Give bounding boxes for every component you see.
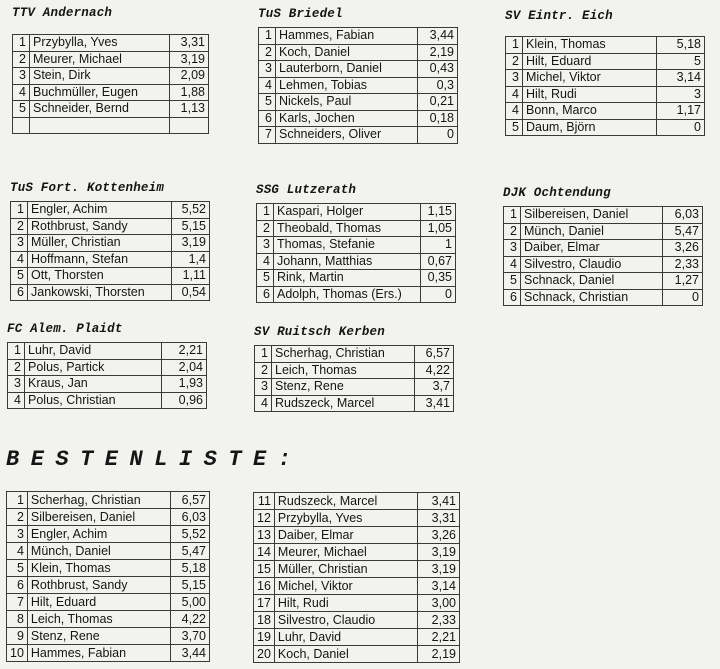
table-row (504, 289, 703, 306)
table-row (11, 284, 210, 301)
rank-cell: 19 (254, 629, 275, 646)
rank-cell: 8 (7, 611, 28, 628)
player-cell: Schnack, Daniel (521, 273, 663, 290)
rank-cell: 7 (7, 594, 28, 611)
player-cell: Nickels, Paul (276, 94, 418, 111)
player-cell: Silbereisen, Daniel (27, 509, 171, 526)
team-title: FC Alem. Plaidt (7, 322, 123, 336)
rank-cell: 2 (255, 362, 272, 379)
table-row (255, 362, 454, 379)
score-cell: 2,33 (417, 612, 459, 629)
table-row (7, 526, 210, 543)
player-cell: Johann, Matthias (274, 253, 421, 270)
team-title: SSG Lutzerath (256, 183, 357, 197)
table-row (259, 44, 458, 61)
player-cell: Stenz, Rene (27, 628, 171, 645)
team-title: TTV Andernach (12, 6, 113, 20)
team-block-ttv-andernach (12, 6, 209, 134)
score-cell: 1,93 (161, 376, 206, 393)
player-cell: Rudszeck, Marcel (272, 395, 415, 412)
table-row (257, 253, 456, 270)
player-cell: Leich, Thomas (27, 611, 171, 628)
rank-cell: 4 (8, 392, 25, 409)
rank-cell: 12 (254, 510, 275, 527)
player-cell: Przybylla, Yves (30, 35, 170, 52)
score-cell: 5 (656, 53, 704, 70)
team-table (10, 201, 210, 301)
rank-cell: 20 (254, 646, 275, 663)
player-cell: Hilt, Eduard (27, 594, 171, 611)
rank-cell: 3 (257, 237, 274, 254)
rank-cell: 9 (7, 628, 28, 645)
table-row (11, 268, 210, 285)
rank-cell: 4 (13, 84, 30, 101)
table-row (504, 207, 703, 224)
team-block-ssg-lutzerath (256, 183, 456, 303)
player-cell: Lehmen, Tobias (276, 77, 418, 94)
rank-cell: 2 (257, 220, 274, 237)
player-cell: Münch, Daniel (27, 543, 171, 560)
table-row (13, 101, 209, 118)
table-row (257, 270, 456, 287)
score-cell: 6,03 (662, 207, 702, 224)
bestenliste-table (6, 491, 210, 662)
table-row (8, 343, 207, 360)
player-cell: Müller, Christian (28, 235, 172, 252)
table-row (7, 577, 210, 594)
rank-cell: 1 (13, 35, 30, 52)
score-cell: 6,03 (171, 509, 210, 526)
table-row (8, 359, 207, 376)
table-row (259, 94, 458, 111)
player-cell: Engler, Achim (27, 526, 171, 543)
score-cell: 5,52 (171, 526, 210, 543)
player-cell: Hoffmann, Stefan (28, 251, 172, 268)
team-title: TuS Fort. Kottenheim (10, 181, 165, 195)
rank-cell: 1 (8, 343, 25, 360)
player-cell: Luhr, David (274, 629, 417, 646)
rank-cell: 2 (506, 53, 523, 70)
table-row (259, 28, 458, 45)
score-cell: 5,52 (172, 202, 210, 219)
rank-cell: 6 (7, 577, 28, 594)
rank-cell: 5 (13, 101, 30, 118)
player-cell: Scherhag, Christian (27, 492, 171, 509)
score-cell: 6,57 (171, 492, 210, 509)
score-cell: 3,14 (656, 70, 704, 87)
score-cell: 5,47 (662, 223, 702, 240)
player-cell: Przybylla, Yves (274, 510, 417, 527)
player-cell: Hammes, Fabian (27, 645, 171, 662)
score-cell: 3,7 (415, 379, 454, 396)
score-cell: 6,57 (415, 346, 454, 363)
player-cell: Rink, Martin (274, 270, 421, 287)
player-cell: Theobald, Thomas (274, 220, 421, 237)
team-block-fc-alem-plaidt (7, 322, 207, 409)
player-cell: Daiber, Elmar (274, 527, 417, 544)
score-cell (169, 117, 208, 134)
rank-cell: 5 (504, 273, 521, 290)
player-cell: Hammes, Fabian (276, 28, 418, 45)
player-cell: Daum, Björn (523, 119, 657, 136)
score-cell: 5,00 (171, 594, 210, 611)
table-row (254, 561, 460, 578)
rank-cell: 6 (11, 284, 28, 301)
rank-cell: 5 (257, 270, 274, 287)
score-cell: 1,15 (421, 204, 456, 221)
table-row (7, 509, 210, 526)
score-cell: 5,47 (171, 543, 210, 560)
table-row (7, 492, 210, 509)
player-cell: Rudszeck, Marcel (274, 493, 417, 510)
table-row (7, 560, 210, 577)
score-cell: 3,19 (417, 561, 459, 578)
rank-cell: 3 (255, 379, 272, 396)
rank-cell: 6 (257, 286, 274, 303)
table-row (11, 202, 210, 219)
player-cell: Meurer, Michael (30, 51, 170, 68)
score-cell: 3,00 (417, 595, 459, 612)
rank-cell: 3 (506, 70, 523, 87)
player-cell: Klein, Thomas (27, 560, 171, 577)
player-cell: Kaspari, Holger (274, 204, 421, 221)
player-cell: Engler, Achim (28, 202, 172, 219)
score-cell: 5,18 (171, 560, 210, 577)
score-cell: 2,19 (417, 44, 457, 61)
player-cell: Kraus, Jan (25, 376, 162, 393)
rank-cell: 3 (8, 376, 25, 393)
rank-cell: 1 (7, 492, 28, 509)
rank-cell: 4 (257, 253, 274, 270)
player-cell: Hilt, Rudi (523, 86, 657, 103)
score-cell: 0,35 (421, 270, 456, 287)
rank-cell: 2 (13, 51, 30, 68)
table-row (254, 595, 460, 612)
team-table (256, 203, 456, 303)
rank-cell: 1 (257, 204, 274, 221)
table-row (504, 273, 703, 290)
rank-cell (13, 117, 30, 134)
rank-cell: 18 (254, 612, 275, 629)
table-row (254, 527, 460, 544)
score-cell: 3,41 (415, 395, 454, 412)
team-block-tus-briedel (258, 7, 458, 144)
bestenliste-table (253, 492, 460, 663)
score-cell: 3,41 (417, 493, 459, 510)
score-cell: 5,15 (171, 577, 210, 594)
table-row (506, 37, 705, 54)
score-cell: 0,67 (421, 253, 456, 270)
table-row (8, 376, 207, 393)
table-row (13, 35, 209, 52)
player-cell: Hilt, Rudi (274, 595, 417, 612)
score-cell: 0 (421, 286, 456, 303)
rank-cell: 7 (259, 127, 276, 144)
score-cell: 3,19 (417, 544, 459, 561)
team-table (258, 27, 458, 144)
score-cell: 1,88 (169, 84, 208, 101)
player-cell: Polus, Christian (25, 392, 162, 409)
table-row (13, 84, 209, 101)
table-row (254, 510, 460, 527)
table-row (506, 119, 705, 136)
rank-cell: 6 (504, 289, 521, 306)
player-cell: Buchmüller, Eugen (30, 84, 170, 101)
table-row (255, 346, 454, 363)
rank-cell: 4 (504, 256, 521, 273)
table-row (254, 646, 460, 663)
rank-cell: 2 (7, 509, 28, 526)
score-cell: 3,26 (417, 527, 459, 544)
table-row (504, 223, 703, 240)
player-cell: Leich, Thomas (272, 362, 415, 379)
table-row (11, 235, 210, 252)
bestenliste-right-column (253, 492, 460, 663)
player-cell: Schnack, Christian (521, 289, 663, 306)
table-row (257, 286, 456, 303)
table-row (259, 127, 458, 144)
player-cell: Ott, Thorsten (28, 268, 172, 285)
table-row (8, 392, 207, 409)
rank-cell: 4 (506, 86, 523, 103)
player-cell: Silbereisen, Daniel (521, 207, 663, 224)
player-cell: Schneider, Bernd (30, 101, 170, 118)
table-row (7, 645, 210, 662)
rank-cell: 1 (504, 207, 521, 224)
score-cell: 3,44 (171, 645, 210, 662)
rank-cell: 1 (255, 346, 272, 363)
player-cell: Koch, Daniel (276, 44, 418, 61)
table-row (254, 629, 460, 646)
table-row (7, 594, 210, 611)
score-cell: 3,26 (662, 240, 702, 257)
rank-cell: 11 (254, 493, 275, 510)
player-cell: Müller, Christian (274, 561, 417, 578)
rank-cell: 4 (259, 77, 276, 94)
rank-cell: 2 (259, 44, 276, 61)
table-row (13, 117, 209, 134)
table-row (7, 543, 210, 560)
player-cell (30, 117, 170, 134)
rank-cell: 3 (504, 240, 521, 257)
rank-cell: 4 (11, 251, 28, 268)
rank-cell: 3 (259, 61, 276, 78)
score-cell: 1,27 (662, 273, 702, 290)
score-cell: 1,17 (656, 103, 704, 120)
table-row (506, 53, 705, 70)
score-cell: 3,70 (171, 628, 210, 645)
player-cell: Meurer, Michael (274, 544, 417, 561)
bestenliste-heading: BESTENLISTE: (6, 447, 303, 472)
table-row (13, 51, 209, 68)
score-cell: 3 (656, 86, 704, 103)
player-cell: Schneiders, Oliver (276, 127, 418, 144)
team-block-sv-eintr-eich (505, 9, 705, 136)
score-cell: 0,43 (417, 61, 457, 78)
score-cell: 3,19 (172, 235, 210, 252)
table-row (7, 611, 210, 628)
rank-cell: 17 (254, 595, 275, 612)
team-block-sv-ruitsch-kerben (254, 325, 454, 412)
score-cell: 5,18 (656, 37, 704, 54)
score-cell: 1 (421, 237, 456, 254)
team-table (12, 34, 209, 134)
table-row (254, 544, 460, 561)
score-cell: 2,09 (169, 68, 208, 85)
score-cell: 0,21 (417, 94, 457, 111)
score-cell: 2,21 (161, 343, 206, 360)
score-cell: 2,04 (161, 359, 206, 376)
table-row (255, 379, 454, 396)
table-row (506, 103, 705, 120)
team-table (503, 206, 703, 306)
rank-cell: 10 (7, 645, 28, 662)
player-cell: Polus, Partick (25, 359, 162, 376)
table-row (254, 578, 460, 595)
team-title: DJK Ochtendung (503, 186, 611, 200)
score-cell: 3,44 (417, 28, 457, 45)
score-cell: 0,54 (172, 284, 210, 301)
player-cell: Münch, Daniel (521, 223, 663, 240)
player-cell: Klein, Thomas (523, 37, 657, 54)
rank-cell: 3 (7, 526, 28, 543)
table-row (7, 628, 210, 645)
team-table (505, 36, 705, 136)
rank-cell: 2 (504, 223, 521, 240)
player-cell: Adolph, Thomas (Ers.) (274, 286, 421, 303)
rank-cell: 1 (506, 37, 523, 54)
team-block-djk-ochtendung (503, 186, 703, 306)
score-cell: 0,18 (417, 110, 457, 127)
player-cell: Stein, Dirk (30, 68, 170, 85)
team-table (7, 342, 207, 409)
score-cell: 1,05 (421, 220, 456, 237)
score-cell: 2,33 (662, 256, 702, 273)
score-cell: 1,11 (172, 268, 210, 285)
score-cell: 0 (417, 127, 457, 144)
rank-cell: 14 (254, 544, 275, 561)
player-cell: Jankowski, Thorsten (28, 284, 172, 301)
rank-cell: 4 (255, 395, 272, 412)
player-cell: Karls, Jochen (276, 110, 418, 127)
score-cell: 2,19 (417, 646, 459, 663)
player-cell: Michel, Viktor (274, 578, 417, 595)
score-cell: 4,22 (415, 362, 454, 379)
rank-cell: 6 (259, 110, 276, 127)
table-row (13, 68, 209, 85)
table-row (255, 395, 454, 412)
rank-cell: 4 (7, 543, 28, 560)
team-block-tus-fort-kottenheim (10, 181, 210, 301)
table-row (506, 70, 705, 87)
player-cell: Thomas, Stefanie (274, 237, 421, 254)
table-row (254, 493, 460, 510)
table-row (504, 256, 703, 273)
rank-cell: 4 (506, 103, 523, 120)
table-row (257, 237, 456, 254)
rank-cell: 1 (259, 28, 276, 45)
rank-cell: 3 (11, 235, 28, 252)
rank-cell: 13 (254, 527, 275, 544)
score-cell: 1,13 (169, 101, 208, 118)
rank-cell: 1 (11, 202, 28, 219)
player-cell: Michel, Viktor (523, 70, 657, 87)
player-cell: Koch, Daniel (274, 646, 417, 663)
player-cell: Rothbrust, Sandy (28, 218, 172, 235)
player-cell: Silvestro, Claudio (521, 256, 663, 273)
player-cell: Daiber, Elmar (521, 240, 663, 257)
score-cell: 3,31 (417, 510, 459, 527)
rank-cell: 5 (7, 560, 28, 577)
rank-cell: 2 (8, 359, 25, 376)
score-cell: 5,15 (172, 218, 210, 235)
score-cell: 3,31 (169, 35, 208, 52)
player-cell: Stenz, Rene (272, 379, 415, 396)
rank-cell: 3 (13, 68, 30, 85)
player-cell: Lauterborn, Daniel (276, 61, 418, 78)
rank-cell: 2 (11, 218, 28, 235)
player-cell: Rothbrust, Sandy (27, 577, 171, 594)
table-row (506, 86, 705, 103)
rank-cell: 5 (506, 119, 523, 136)
table-row (11, 218, 210, 235)
score-cell: 0 (662, 289, 702, 306)
team-table (254, 345, 454, 412)
table-row (259, 77, 458, 94)
score-cell: 0,96 (161, 392, 206, 409)
table-row (259, 61, 458, 78)
player-cell: Scherhag, Christian (272, 346, 415, 363)
table-row (11, 251, 210, 268)
score-cell: 1,4 (172, 251, 210, 268)
player-cell: Bonn, Marco (523, 103, 657, 120)
rank-cell: 5 (11, 268, 28, 285)
bestenliste-left-column (6, 491, 210, 662)
score-cell: 3,19 (169, 51, 208, 68)
team-title: SV Ruitsch Kerben (254, 325, 385, 339)
table-row (257, 204, 456, 221)
table-row (257, 220, 456, 237)
table-row (254, 612, 460, 629)
score-cell: 4,22 (171, 611, 210, 628)
score-cell: 0,3 (417, 77, 457, 94)
rank-cell: 16 (254, 578, 275, 595)
score-cell: 2,21 (417, 629, 459, 646)
table-row (504, 240, 703, 257)
rank-cell: 15 (254, 561, 275, 578)
score-cell: 0 (656, 119, 704, 136)
player-cell: Luhr, David (25, 343, 162, 360)
table-row (259, 110, 458, 127)
team-title: TuS Briedel (258, 7, 343, 21)
rank-cell: 5 (259, 94, 276, 111)
team-title: SV Eintr. Eich (505, 9, 613, 23)
player-cell: Silvestro, Claudio (274, 612, 417, 629)
player-cell: Hilt, Eduard (523, 53, 657, 70)
score-cell: 3,14 (417, 578, 459, 595)
